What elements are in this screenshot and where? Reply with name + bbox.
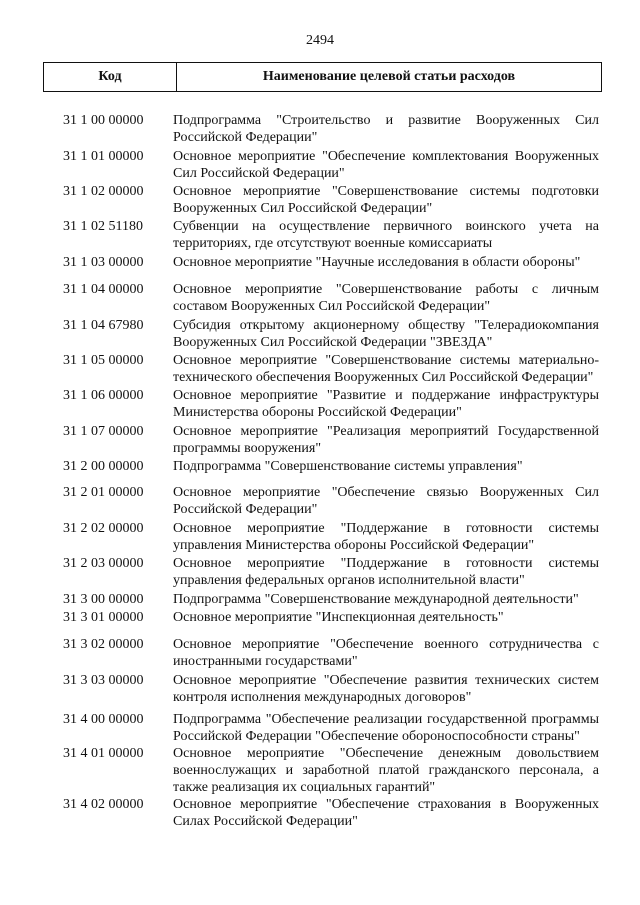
row-code: 31 3 03 00000 [63, 673, 144, 688]
row-code: 31 3 01 00000 [63, 610, 144, 625]
row-name: Подпрограмма "Обеспечение реализации государственной программы Российской Федерации "Обеспечение обороноспособности страны" [173, 712, 599, 744]
row-code: 31 2 00 00000 [63, 459, 144, 474]
row-name: Основное мероприятие "Развитие и поддержание инфраструктуры Министерства обороны Российской Федерации" [173, 388, 599, 420]
page-number: 2494 [306, 33, 334, 48]
row-code: 31 1 05 00000 [63, 353, 144, 368]
row-code: 31 1 01 00000 [63, 149, 144, 164]
row-name: Субвенции на осуществление первичного воинского учета на территориях, где отсутствуют военные комиссариаты [173, 219, 599, 251]
row-code: 31 1 00 00000 [63, 113, 144, 128]
row-code: 31 1 04 67980 [63, 318, 144, 333]
row-name: Основное мероприятие "Реализация мероприятий Государственной программы вооружения" [173, 424, 599, 456]
row-name: Подпрограмма "Совершенствование международной деятельности" [173, 592, 579, 607]
row-code: 31 1 06 00000 [63, 388, 144, 403]
row-name: Основное мероприятие "Совершенствование системы подготовки Вооруженных Сил Российской Федерации" [173, 184, 599, 216]
row-name: Основное мероприятие "Обеспечение военного сотрудничества с иностранными государствами" [173, 637, 599, 669]
row-name: Подпрограмма "Строительство и развитие Вооруженных Сил Российской Федерации" [173, 113, 599, 145]
row-code: 31 1 07 00000 [63, 424, 144, 439]
row-name: Основное мероприятие "Обеспечение развития технических систем контроля исполнения международных договоров" [173, 673, 599, 705]
row-name: Основное мероприятие "Обеспечение связью Вооруженных Сил Российской Федерации" [173, 485, 599, 517]
row-code: 31 4 02 00000 [63, 797, 144, 812]
row-name: Основное мероприятие "Обеспечение страхования в Вооруженных Силах Российской Федерации" [173, 797, 599, 829]
row-code: 31 4 01 00000 [63, 746, 144, 761]
row-name: Основное мероприятие "Совершенствование работы с личным составом Вооруженных Сил Российской Федерации" [173, 282, 599, 314]
header-code: Код [44, 63, 177, 91]
row-name: Основное мероприятие "Инспекционная деятельность" [173, 610, 504, 625]
row-code: 31 2 02 00000 [63, 521, 144, 536]
row-name: Основное мероприятие "Обеспечение денежным довольствием военнослужащих и заработной платой гражданского персонала, а также реализация их социальных гарантий" [173, 746, 599, 795]
row-name: Основное мероприятие "Совершенствование системы материально-технического обеспечения Вооруженных Сил Российской Федерации" [173, 353, 599, 385]
row-name: Основное мероприятие "Научные исследования в области обороны" [173, 255, 581, 270]
row-name: Субсидия открытому акционерному обществу "Телерадиокомпания Вооруженных Сил Российской Федерации "ЗВЕЗДА" [173, 318, 599, 350]
table-header [43, 62, 602, 92]
row-code: 31 3 02 00000 [63, 637, 144, 652]
row-code: 31 2 01 00000 [63, 485, 144, 500]
row-code: 31 2 03 00000 [63, 556, 144, 571]
row-code: 31 1 02 51180 [63, 219, 143, 234]
row-name: Основное мероприятие "Обеспечение комплектования Вооруженных Сил Российской Федерации" [173, 149, 599, 181]
row-code: 31 1 03 00000 [63, 255, 144, 270]
row-name: Подпрограмма "Совершенствование системы управления" [173, 459, 523, 474]
row-name: Основное мероприятие "Поддержание в готовности системы управления федеральных органов исполнительной власти" [173, 556, 599, 588]
row-code: 31 1 02 00000 [63, 184, 144, 199]
header-name: Наименование целевой статьи расходов [262, 69, 516, 84]
row-code: 31 4 00 00000 [63, 712, 144, 727]
row-name: Основное мероприятие "Поддержание в готовности системы управления Министерства обороны Российской Федерации" [173, 521, 599, 553]
row-code: 31 1 04 00000 [63, 282, 144, 297]
row-code: 31 3 00 00000 [63, 592, 144, 607]
